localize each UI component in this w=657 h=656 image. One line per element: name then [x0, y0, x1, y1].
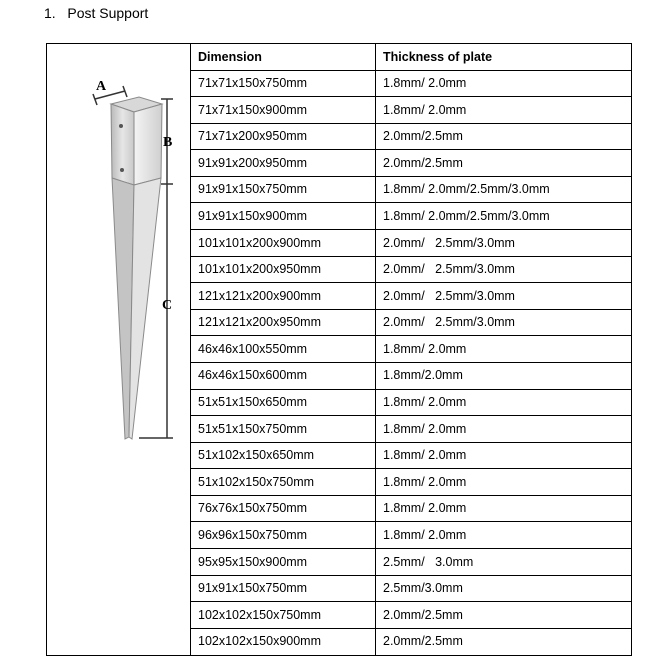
screw-hole	[119, 124, 123, 128]
dimension-cell: 91x91x150x750mm	[191, 575, 376, 602]
dimension-cell: 121x121x200x900mm	[191, 283, 376, 310]
thickness-cell: 1.8mm/ 2.0mm	[376, 495, 632, 522]
dim-label-a: A	[95, 78, 106, 94]
dimension-cell: 71x71x200x950mm	[191, 123, 376, 150]
section-heading	[44, 5, 148, 21]
thickness-cell: 2.0mm/ 2.5mm/3.0mm	[376, 256, 632, 283]
thickness-cell: 2.0mm/2.5mm	[376, 150, 632, 177]
dim-a-tick	[93, 94, 97, 105]
thickness-cell: 1.8mm/2.0mm	[376, 362, 632, 389]
header-thickness: Thickness of plate	[376, 44, 632, 71]
socket-right-face	[134, 104, 162, 185]
dimension-cell: 76x76x150x750mm	[191, 495, 376, 522]
dimension-cell: 46x46x100x550mm	[191, 336, 376, 363]
thickness-cell: 2.5mm/3.0mm	[376, 575, 632, 602]
post-support-illustration	[75, 57, 218, 640]
dimension-cell: 46x46x150x600mm	[191, 362, 376, 389]
thickness-cell: 2.0mm/2.5mm	[376, 123, 632, 150]
thickness-cell: 1.8mm/ 2.0mm	[376, 442, 632, 469]
thickness-cell: 2.0mm/ 2.5mm/3.0mm	[376, 309, 632, 336]
thickness-cell: 2.0mm/ 2.5mm/3.0mm	[376, 283, 632, 310]
thickness-cell: 1.8mm/ 2.0mm	[376, 522, 632, 549]
dimension-cell: 101x101x200x950mm	[191, 256, 376, 283]
dimension-cell: 101x101x200x900mm	[191, 230, 376, 257]
thickness-cell: 2.5mm/ 3.0mm	[376, 548, 632, 575]
dimension-cell: 91x91x150x750mm	[191, 176, 376, 203]
dimension-cell: 51x102x150x650mm	[191, 442, 376, 469]
screw-hole	[120, 168, 124, 172]
heading-number: 1.	[44, 5, 56, 21]
thickness-cell: 1.8mm/ 2.0mm	[376, 416, 632, 443]
thickness-cell: 1.8mm/ 2.0mm	[376, 97, 632, 124]
dim-label-b: B	[162, 134, 173, 150]
dimension-cell: 71x71x150x750mm	[191, 70, 376, 97]
thickness-cell: 1.8mm/ 2.0mm	[376, 70, 632, 97]
illustration-cell	[47, 44, 191, 656]
dimension-cell: 91x91x200x950mm	[191, 150, 376, 177]
post-support-table	[46, 43, 632, 656]
dimension-cell: 51x102x150x750mm	[191, 469, 376, 496]
header-dimension: Dimension	[191, 44, 376, 71]
dimension-cell: 51x51x150x650mm	[191, 389, 376, 416]
dimension-cell: 102x102x150x750mm	[191, 602, 376, 629]
thickness-cell: 2.0mm/2.5mm	[376, 602, 632, 629]
thickness-cell: 1.8mm/ 2.0mm	[376, 389, 632, 416]
dimension-cell: 51x51x150x750mm	[191, 416, 376, 443]
dim-label-c: C	[161, 297, 172, 313]
dimension-cell: 71x71x150x900mm	[191, 97, 376, 124]
thickness-cell: 2.0mm/ 2.5mm/3.0mm	[376, 230, 632, 257]
dimension-cell: 121x121x200x950mm	[191, 309, 376, 336]
socket-left-face	[111, 104, 134, 185]
spike-right	[129, 178, 161, 439]
heading-title: Post Support	[67, 5, 149, 21]
dimension-cell: 91x91x150x900mm	[191, 203, 376, 230]
thickness-cell: 1.8mm/ 2.0mm/2.5mm/3.0mm	[376, 176, 632, 203]
thickness-cell: 1.8mm/ 2.0mm	[376, 469, 632, 496]
table-header-row	[47, 44, 632, 71]
dimension-cell: 95x95x150x900mm	[191, 548, 376, 575]
thickness-cell: 1.8mm/ 2.0mm/2.5mm/3.0mm	[376, 203, 632, 230]
dimension-cell: 96x96x150x750mm	[191, 522, 376, 549]
dimension-cell: 102x102x150x900mm	[191, 628, 376, 655]
thickness-cell: 1.8mm/ 2.0mm	[376, 336, 632, 363]
thickness-cell: 2.0mm/2.5mm	[376, 628, 632, 655]
